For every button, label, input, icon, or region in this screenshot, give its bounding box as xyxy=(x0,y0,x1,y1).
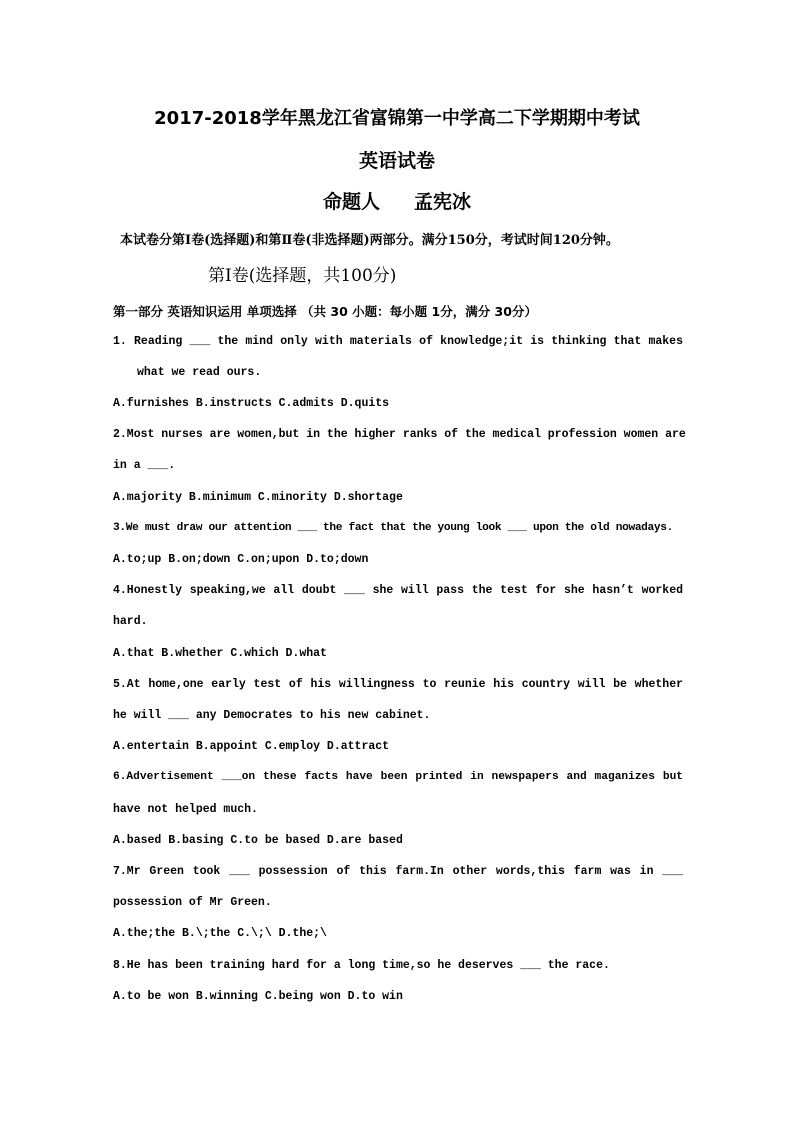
question-5-options: A.entertain B.appoint C.employ D.attract xyxy=(113,740,390,753)
exam-intro: 本试卷分第Ⅰ卷(选择题)和第Ⅱ卷(非选择题)两部分。满分150分，考试时间120分钟。 xyxy=(120,233,619,248)
question-2-line-1: 2.Most nurses are women,but in the higher ranks of the medical profession women are xyxy=(113,428,686,441)
question-5-line-1: 5.At home,one early test of his willingness to reunie his country will be whether xyxy=(113,678,683,691)
section-title: 第一部分 英语知识运用 单项选择 （共 30 小题：每小题 1分，满分 30分） xyxy=(113,304,537,319)
question-1-line-2: what we read ours. xyxy=(137,366,262,379)
author-name: 孟宪冰 xyxy=(414,191,472,213)
question-4-line-2: hard. xyxy=(113,615,148,628)
question-1-line-1: 1. Reading ___ the mind only with materials of knowledge;it is thinking that makes xyxy=(113,335,683,348)
question-8-line-1: 8.He has been training hard for a long time,so he deserves ___ the race. xyxy=(113,959,610,972)
exam-author xyxy=(0,187,794,214)
question-7-line-1: 7.Mr Green took ___ possession of this farm.In other words,this farm was in ___ xyxy=(113,865,683,878)
question-2-line-2: in a ___. xyxy=(113,459,176,472)
question-8-options: A.to be won B.winning C.being won D.to win xyxy=(113,990,403,1003)
author-label: 命题人 xyxy=(322,191,380,213)
question-1-options: A.furnishes B.instructs C.admits D.quits xyxy=(113,397,390,410)
question-2-options: A.majority B.minimum C.minority D.shortage xyxy=(113,491,403,504)
question-3-options: A.to;up B.on;down C.on;upon D.to;down xyxy=(113,553,369,566)
question-6-line-2: have not helped much. xyxy=(113,803,258,816)
question-4-options: A.that B.whether C.which D.what xyxy=(113,647,327,660)
question-6-options: A.based B.basing C.to be based D.are based xyxy=(113,834,403,847)
question-7-line-2: possession of Mr Green. xyxy=(113,896,272,909)
question-3-line-1: 3.We must draw our attention ___ the fact that the young look ___ upon the old nowadays. xyxy=(113,522,673,534)
question-4-line-1: 4.Honestly speaking,we all doubt ___ she will pass the test for she hasn’t worked xyxy=(113,584,683,597)
exam-title: 2017-2018学年黑龙江省富锦第一中学高二下学期期中考试 xyxy=(154,108,640,129)
question-6-line-1: 6.Advertisement ___on these facts have been printed in newspapers and maganizes but xyxy=(113,771,683,783)
part-title: 第Ⅰ卷(选择题，共100分) xyxy=(208,266,397,286)
question-5-line-2: he will ___ any Democrates to his new cabinet. xyxy=(113,709,431,722)
exam-subject: 英语试卷 xyxy=(358,150,435,172)
question-7-options: A.the;the B.\;the C.\;\ D.the;\ xyxy=(113,927,327,940)
